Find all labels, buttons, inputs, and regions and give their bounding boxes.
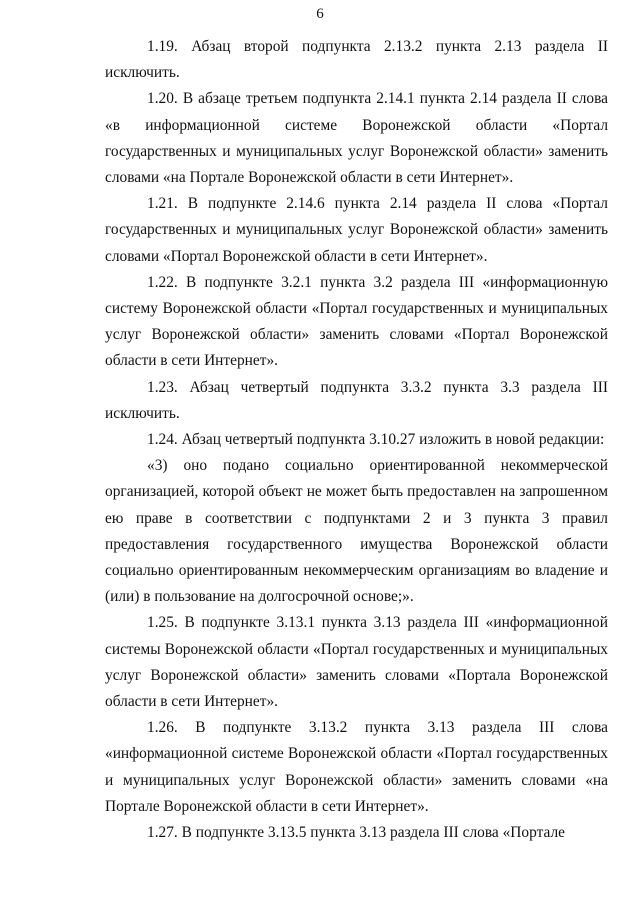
paragraph-1-24: 1.24. Абзац четвертый подпункта 3.10.27 изложить в новой редакции:	[147, 431, 605, 449]
document-body	[105, 34, 608, 846]
paragraph-1-27: 1.27. В подпункте 3.13.5 пункта 3.13 раздела III слова «Портале	[147, 824, 565, 842]
paragraph-1-21: 1.21. В подпункте 2.14.6 пункта 2.14 раздела II слова «Портал государственных и муниципальных услуг Воронежской области» заменить словами «Портал Воронежской области в сети Интернет».	[105, 195, 608, 265]
paragraph-1-19: 1.19. Абзац второй подпункта 2.13.2 пункта 2.13 раздела II исключить.	[105, 38, 608, 82]
paragraph-1-25: 1.25. В подпункте 3.13.1 пункта 3.13 раздела III «информационной системы Воронежской области «Портал государственных и муниципальных услуг Воронежской области» заменить словами «Портала Воронежской области в сети Интернет».	[105, 614, 608, 711]
page-number: 6	[316, 6, 324, 22]
paragraph-1-26: 1.26. В подпункте 3.13.2 пункта 3.13 раздела III слова «информационной системе Воронежской области «Портал государственных и муниципальных услуг Воронежской области» заменить словами «на Портале Воронежской области в сети Интернет».	[105, 719, 608, 815]
paragraph-1-22: 1.22. В подпункте 3.2.1 пункта 3.2 раздела III «информационную систему Воронежской области «Портал государственных и муниципальных услуг Воронежской области» заменить словами «Портал Воронежской области в сети Интернет».	[105, 273, 608, 370]
paragraph-1-20: 1.20. В абзаце третьем подпункта 2.14.1 пункта 2.14 раздела II слова «в информационной системе Воронежской области «Портал государственных и муниципальных услуг Воронежской области» заменить словами «на Портале Воронежской области в сети Интернет».	[105, 90, 608, 187]
paragraph-1-23: 1.23. Абзац четвертый подпункта 3.3.2 пункта 3.3 раздела III исключить.	[105, 378, 608, 422]
paragraph-quoted-item-3: «3) оно подано социально ориентированной некоммерческой организацией, которой объект не может быть предоставлен на запрошенном ею праве в соответствии с подпунктами 2 и 3 пункта 3 правил предоставления государственного имущества Воронежской области социально ориентированным некоммерческим организациям во владение и (или) в пользование на долгосрочной основе;».	[105, 457, 608, 606]
